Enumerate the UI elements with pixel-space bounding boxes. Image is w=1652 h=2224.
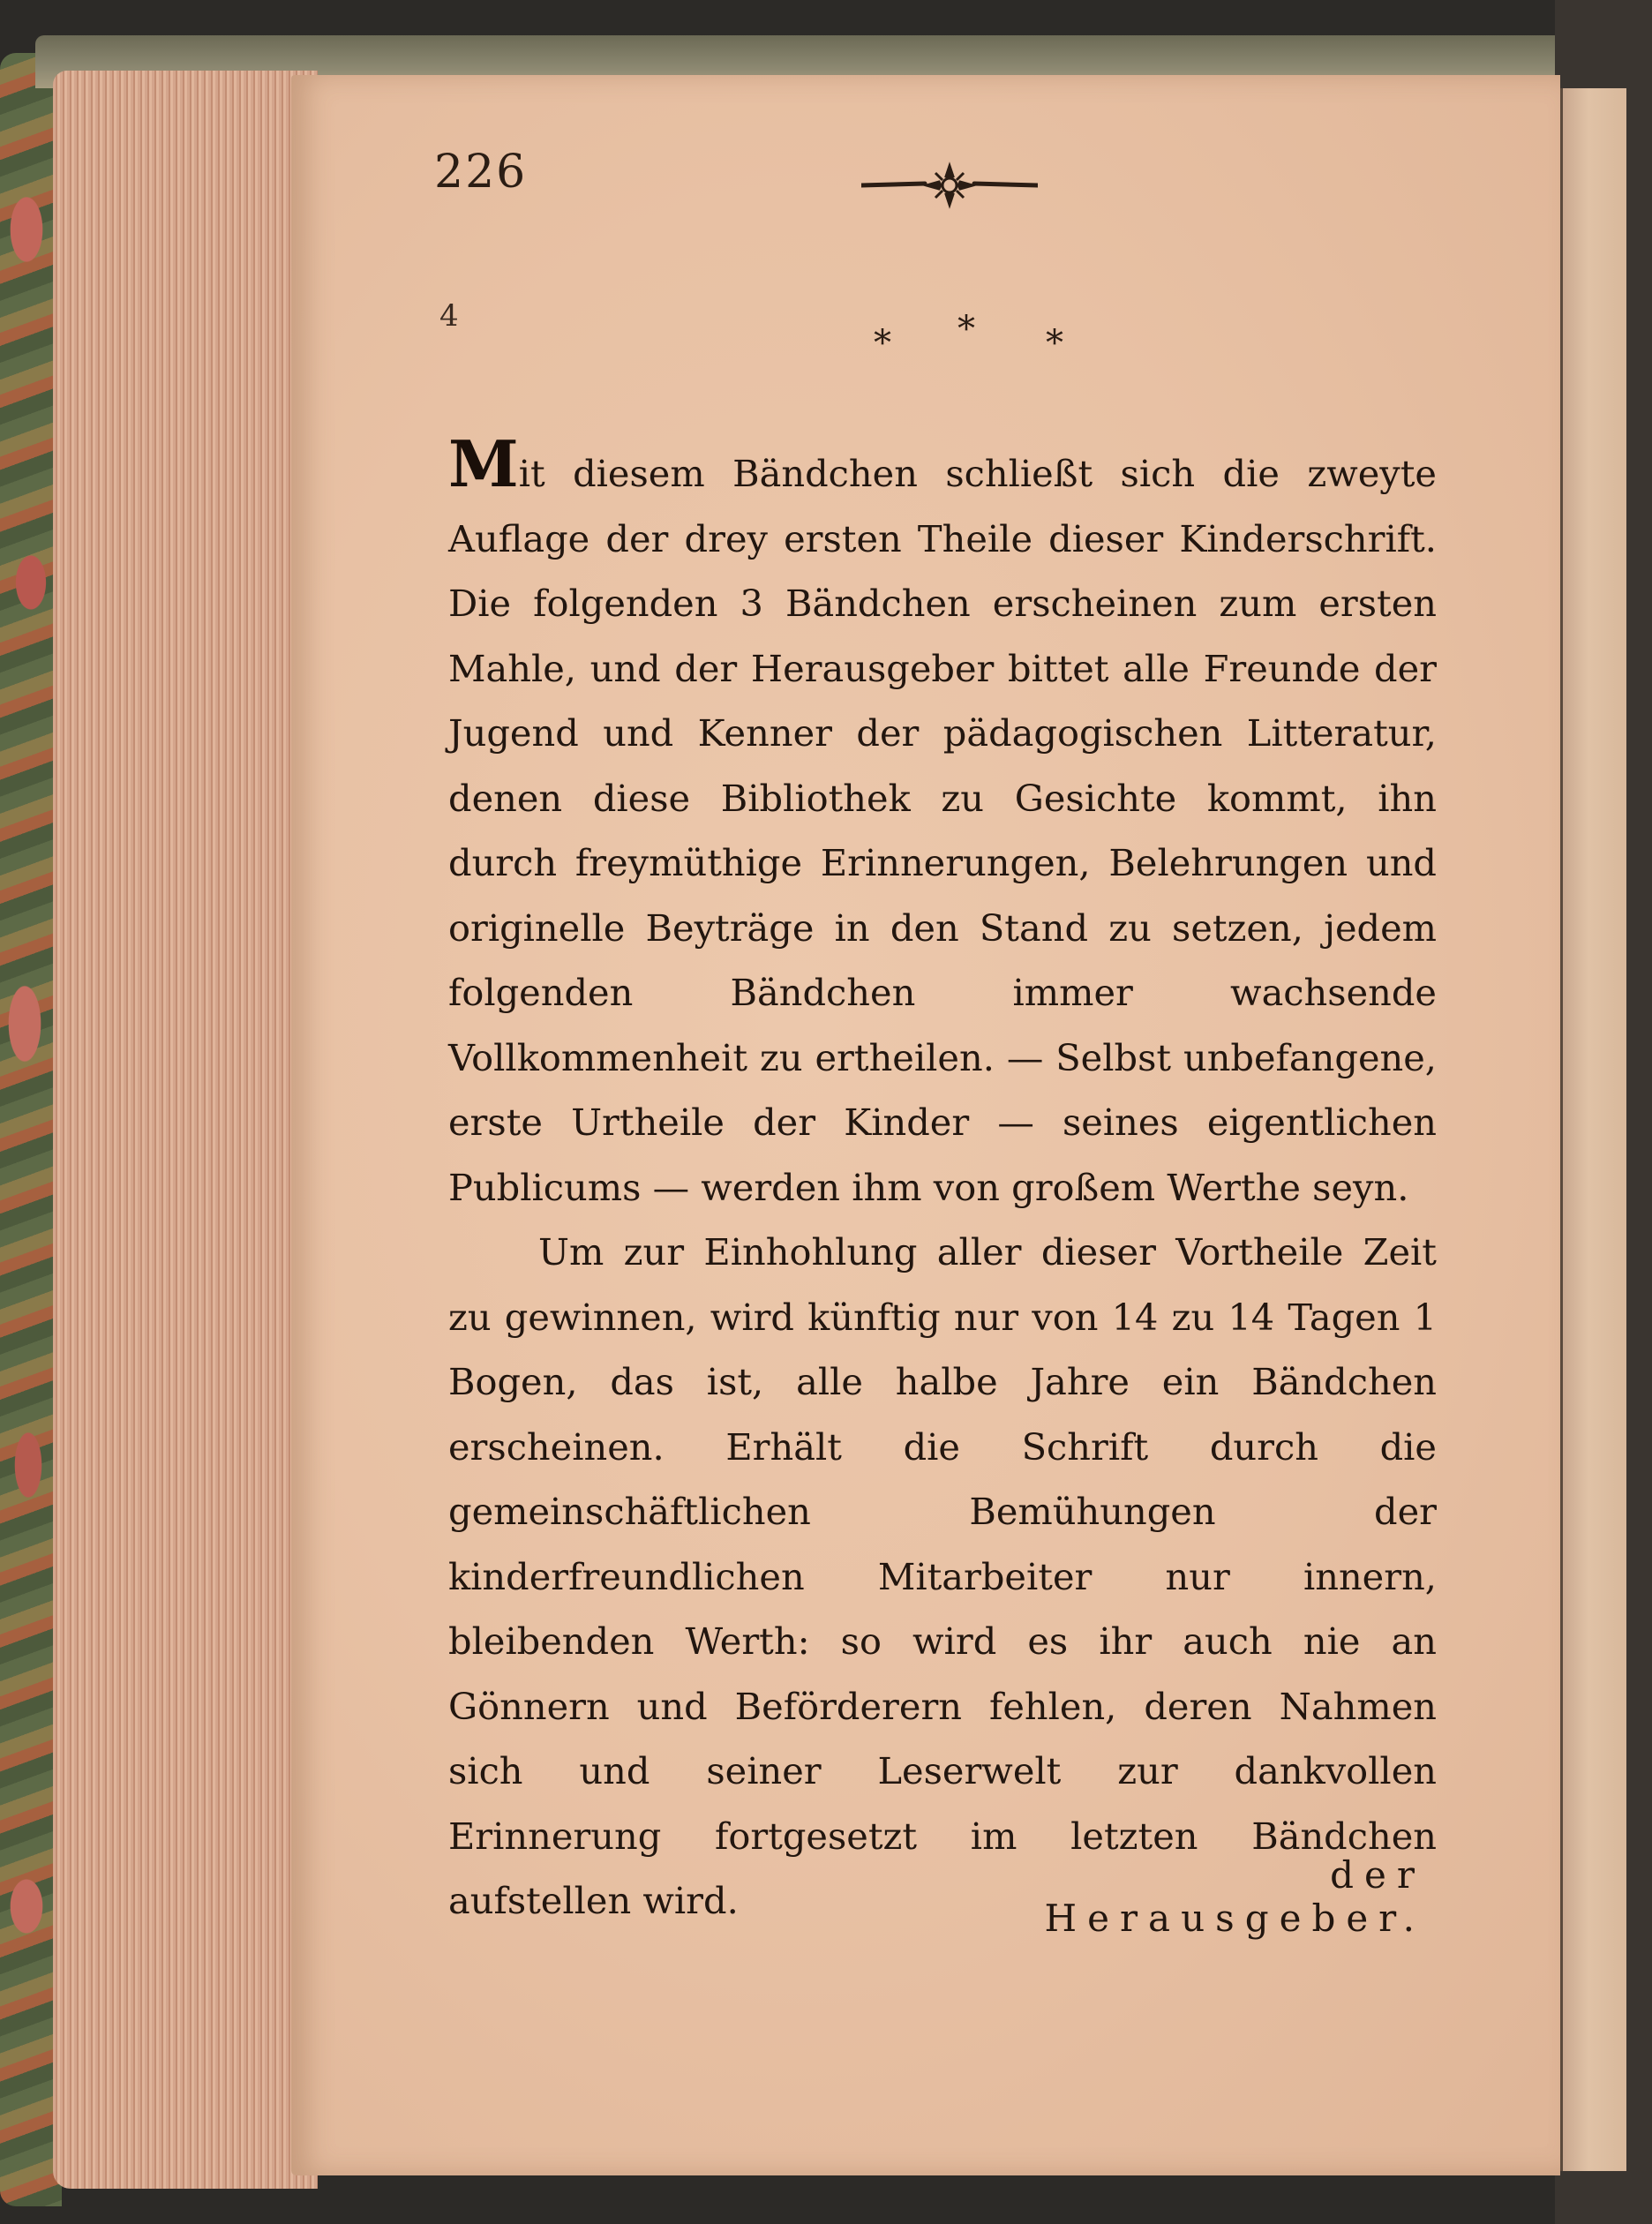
body-text (448, 426, 1437, 1934)
svg-text:*: * (1046, 323, 1063, 364)
svg-text:*: * (957, 309, 975, 349)
headpiece-ornament-icon (861, 159, 1038, 212)
asterism-icon (865, 309, 1077, 371)
svg-text:*: * (874, 323, 891, 364)
paragraph-2 (448, 1220, 1437, 1934)
page-number: 226 (434, 146, 528, 199)
drop-cap: M (448, 426, 519, 501)
stray-mark: 4 (439, 298, 459, 334)
paragraph-1 (448, 426, 1437, 1220)
signature: der Herausgeber. (1044, 1853, 1425, 1940)
facing-page-edge (1560, 88, 1626, 2171)
paragraph-1-text: it diesem Bändchen schließt sich die zweyte Auflage der drey ersten Theile dieser Kinderschrift. Die folgenden 3 Bändchen erscheinen zum ersten Mahle, und der Herausgeber bittet alle Freunde der Jugend und Kenner der pädagogischen Litteratur, denen diese Bibliothek zu Gesichte kommt, ihn durch freymüthige Erinnerungen, Belehrungen und originelle Beyträge in den Stand zu setzen, jedem folgenden Bändchen immer wachsende Vollkommenheit zu ertheilen. — Selbst unbefangene, erste Urtheile der Kinder — seines eigentlichen Publicums — werden ihm von großem Werthe seyn. (448, 452, 1437, 1209)
paragraph-2-text: Um zur Einhohlung aller dieser Vortheile Zeit zu gewinnen, wird künftig nur von 14 zu 14 Tagen 1 Bogen, das ist, alle halbe Jahre ein Bändchen erscheinen. Erhält die Schrift durch die gemeinschäftlichen Bemühungen der kinderfreundlichen Mitarbeiter nur innern, bleibenden Werth: so wird es ihr auch nie an Gönnern und Beförderern fehlen, deren Nahmen sich und seiner Leserwelt zur dankvollen Erinnerung fortgesetzt im letzten Bändchen aufstellen wird. (448, 1230, 1437, 1922)
page-stack-edges (53, 71, 318, 2189)
